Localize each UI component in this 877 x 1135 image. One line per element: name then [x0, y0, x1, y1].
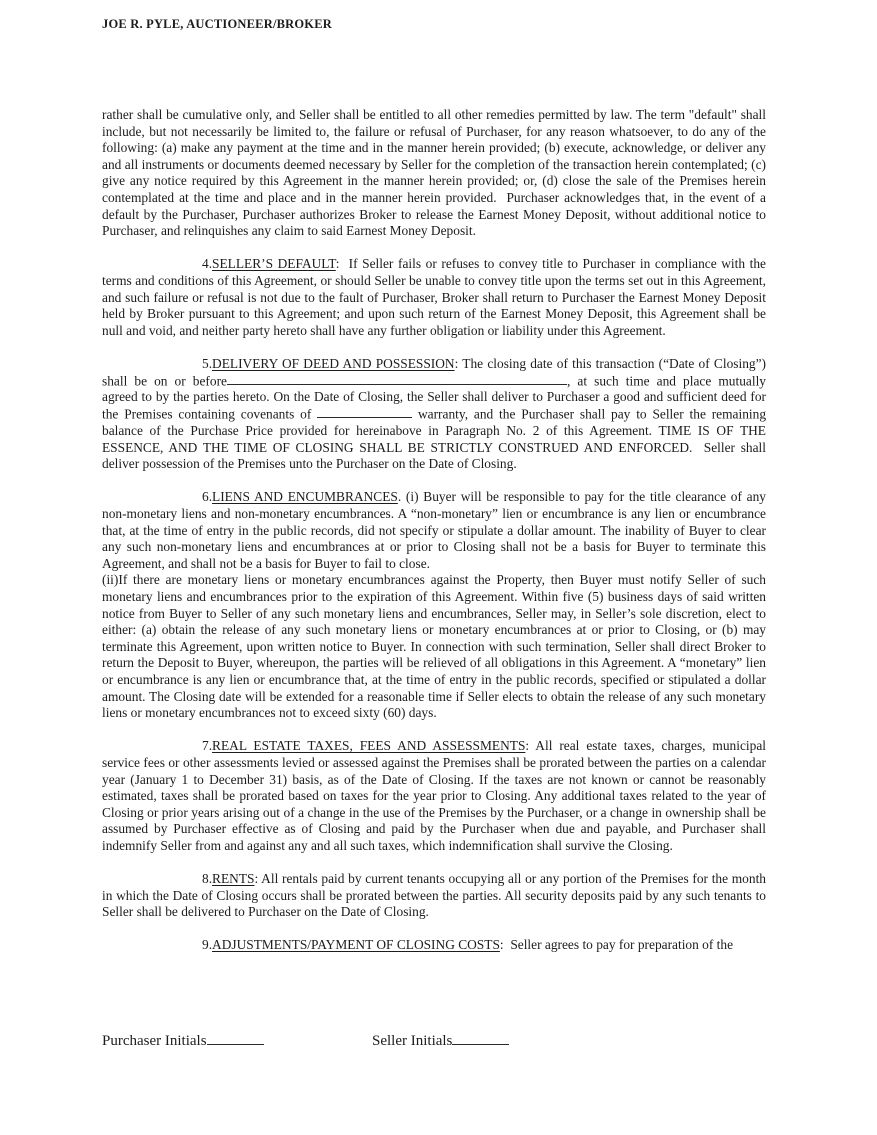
section-heading: REAL ESTATE TAXES, FEES AND ASSESSMENTS — [212, 738, 526, 754]
section-5-delivery-of-deed-and-possession: 5.DELIVERY OF DEED AND POSSESSION: The closing date of this transaction (“Date of Closing”) shall be on or before , at such time and place mutually agreed to by the parties hereto. On the Date of Closing, the Seller shall deliver to Purchaser a good and sufficient deed for the Premises containing covenants of warranty, and the Purchaser shall pay to Seller the remaining balance of the Purchase Price provided for hereinabove in Paragraph No. 2 of this Agreement. TIME IS OF THE ESSENCE, AND THE TIME OF CLOSING SHALL BE STRICTLY CONSTRUED AND ENFORCED. Seller shall deliver possession of the Premises unto the Purchaser on the Date of Closing. — [102, 355, 767, 472]
document-body — [102, 107, 766, 971]
page-footer — [0, 1031, 877, 1055]
section-number: 6. — [202, 489, 213, 505]
section-heading: SELLER’S DEFAULT — [212, 256, 336, 272]
seller-initials-field — [372, 1031, 509, 1050]
section-number: 7. — [202, 738, 213, 754]
section-6-liens-and-encumbrances: 6.LIENS AND ENCUMBRANCES. (i) Buyer will be responsible to pay for the title clearance of any non-monetary liens and non-monetary encumbrances. A “non-monetary” lien or encumbrance is any lien or encumbrance that, at the time of entry in the public records, did not specify or stipulate a dollar amount. The inability of Buyer to clear any such non-monetary liens and encumbrances at or prior to Closing shall not be a basis for Buyer to terminate this Agreement, and shall not be a basis for Buyer to fail to close. — [102, 489, 766, 571]
section-8-rents: 8.RENTS: All rentals paid by current tenants occupying all or any portion of the Premises for the month in which the Date of Closing occurs shall be prorated between the parties. All security deposits paid by any such tenants to Seller shall be delivered to Purchaser on the Date of Closing. — [102, 871, 766, 920]
warranty-type-blank — [317, 406, 412, 418]
seller-initials-blank — [452, 1031, 509, 1045]
purchaser-initials-label: Purchaser Initials — [102, 1032, 207, 1049]
seller-initials-label: Seller Initials — [372, 1032, 453, 1049]
broker-header: JOE R. PYLE, AUCTIONEER/BROKER — [102, 17, 332, 31]
section-4-sellers-default: 4.SELLER’S DEFAULT: If Seller fails or refuses to convey title to Purchaser in compliance with the terms and conditions of this Agreement, or should Seller be unable to convey title upon the terms set out in this Agreement, and such failure or refusal is not due to the fault of Purchaser, Broker shall return to Purchaser the Earnest Money Deposit held by Broker pursuant to this Agreement; and upon such return of the Earnest Money Deposit, this Agreement shall be null and void, and neither party hereto shall have any further obligation or liability under this Agreement. — [102, 256, 766, 338]
section-9-adjustments-closing-costs: 9.ADJUSTMENTS/PAYMENT OF CLOSING COSTS: Seller agrees to pay for preparation of the — [102, 937, 766, 954]
date-of-closing-blank — [227, 373, 567, 385]
clause-default-remedies-continuation: rather shall be cumulative only, and Seller shall be entitled to all other remedies permitted by law. The term "default" shall include, but not necessarily be limited to, the failure or refusal of Purchaser, for any reason whatsoever, to do any of the following: (a) make any payment at the time and in the manner herein provided; (b) execute, acknowledge, or deliver any and all instruments or documents deemed necessary by Seller for the completion of the transaction herein contemplated; (c) give any notice required by this Agreement in the manner herein provided; or, (d) close the sale of the Premises herein contemplated at the time and place and in the manner herein provided. Purchaser acknowledges that, in the event of a default by the Purchaser, Purchaser authorizes Broker to release the Earnest Money Deposit, without additional notice to Purchaser, and relinquishes any claim to said Earnest Money Deposit. — [102, 107, 766, 239]
section-heading: RENTS — [212, 871, 255, 887]
section-heading: DELIVERY OF DEED AND POSSESSION — [212, 355, 455, 371]
section-number: 5. — [202, 355, 213, 371]
section-number: 4. — [202, 256, 213, 272]
section-heading: ADJUSTMENTS/PAYMENT OF CLOSING COSTS — [212, 937, 500, 953]
section-7-real-estate-taxes: 7.REAL ESTATE TAXES, FEES AND ASSESSMENTS: All real estate taxes, charges, municipal service fees or other assessments levied or assessed against the Premises shall be prorated between the parties on a calendar year (January 1 to December 31) basis, as of the Date of Closing. If the taxes are not known or cannot be reasonably estimated, taxes shall be prorated based on taxes for the year prior to Closing. Any additional taxes related to the year of Closing or prior years arising out of a change in the use of the Premises by the Purchaser, or a change in ownership shall be assumed by Purchaser effective as of Closing and paid by the Purchaser when due and payable, and Purchaser shall indemnify Seller from and against any and all such taxes, which indemnification shall survive the Closing. — [102, 738, 766, 853]
section-number: 8. — [202, 871, 213, 887]
purchaser-initials-blank — [207, 1031, 264, 1045]
section-heading: LIENS AND ENCUMBRANCES — [212, 489, 398, 505]
section-6-liens-subclause-ii: (ii)If there are monetary liens or monetary encumbrances against the Property, then Buyer must notify Seller of such monetary liens and encumbrances prior to the expiration of this Agreement. Within five (5) business days of said written notice from Buyer to Seller of any such monetary liens and encumbrances, Seller may, in Seller’s sole discretion, elect to either: (a) obtain the release of any such monetary liens or monetary encumbrances at or prior to Closing, or (b) may terminate this Agreement, upon written notice to Buyer. In connection with such termination, Seller shall direct Broker to return the Deposit to Buyer, whereupon, the parties will be relieved of all obligations in this Agreement. A “monetary” lien or encumbrance is any lien or encumbrance that, at the time of entry in the public records, specified or stipulated a dollar amount. The Closing date will be extended for a reasonable time if Seller elects to obtain the release of any such monetary liens or monetary encumbrances not to exceed sixty (60) days. — [102, 572, 766, 721]
purchaser-initials-field — [102, 1031, 264, 1050]
section-number: 9. — [202, 937, 213, 953]
